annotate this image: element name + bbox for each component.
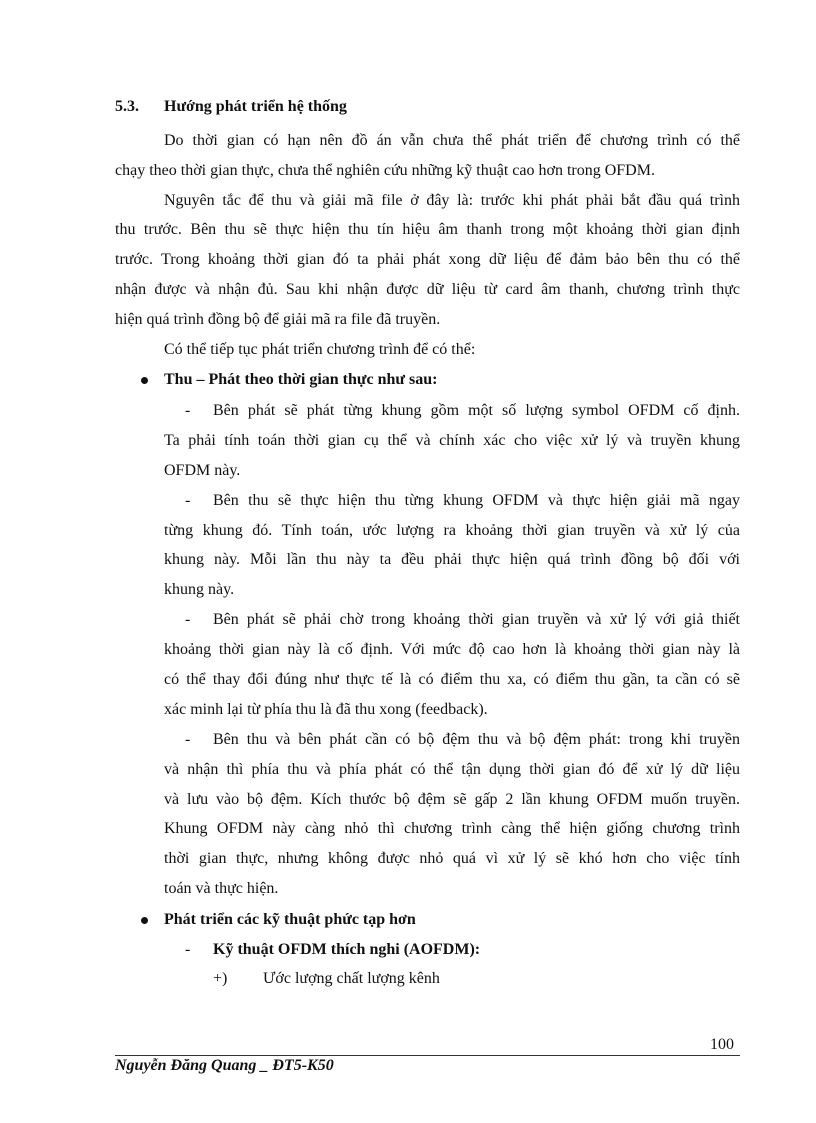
paragraph-line: Nguyên tắc để thu và giải mã file ở đây là: trước khi phát phải bắt đầu quá trình <box>164 192 740 209</box>
paragraph-line: thu trước. Bên thu sẽ thực hiện thu tín hiệu âm thanh trong một khoảng thời gian định <box>115 221 740 238</box>
sub-item-text: Ước lượng chất lượng kênh <box>263 970 440 987</box>
dash-marker: - <box>185 941 191 958</box>
item-line: từng khung đó. Tính toán, ước lượng ra khoảng thời gian truyền và xử lý của <box>164 522 740 539</box>
section-title: Hướng phát triển hệ thống <box>164 98 347 115</box>
paragraph-line: nhận được và nhận đủ. Sau khi nhận được dữ liệu từ card âm thanh, chương trình thực <box>115 281 740 298</box>
footer-author: Nguyễn Đăng Quang _ ĐT5-K50 <box>115 1057 334 1074</box>
plus-marker: +) <box>213 970 228 987</box>
item-line: và nhận thì phía thu và phía phát có thể tận dụng thời gian đó để xử lý dữ liệu <box>164 761 740 778</box>
dash-marker: - <box>185 492 191 509</box>
paragraph-line: Do thời gian có hạn nên đồ án vẫn chưa thể phát triển để chương trình có thể <box>164 132 740 149</box>
dash-marker: - <box>185 611 191 628</box>
page-number: 100 <box>710 1036 734 1053</box>
item-line: OFDM này. <box>164 462 241 479</box>
item-line: thời gian thực, nhưng không được nhỏ quá vì xử lý sẽ khó hơn cho việc tính <box>164 850 740 867</box>
item-line: Ta phải tính toán thời gian cụ thể và chính xác cho việc xử lý và truyền khung <box>164 432 740 449</box>
item-line: Bên phát sẽ phát từng khung gồm một số lượng symbol OFDM cố định. <box>213 402 740 419</box>
item-line: có thể thay đổi đúng như thực tế là có điểm thu xa, có điểm thu gần, ta cần có sẽ <box>164 671 740 688</box>
paragraph-line: Có thể tiếp tục phát triển chương trình để có thể: <box>164 341 476 358</box>
paragraph-line: chạy theo thời gian thực, chưa thể nghiên cứu những kỹ thuật cao hơn trong OFDM. <box>115 162 655 179</box>
paragraph-line: trước. Trong khoảng thời gian đó ta phải phát xong dữ liệu để đảm bảo bên thu có thể <box>115 251 740 268</box>
item-line: Bên thu sẽ thực hiện thu từng khung OFDM và thực hiện giải mã ngay <box>213 492 740 509</box>
bullet-label: Thu – Phát theo thời gian thực như sau: <box>164 371 438 388</box>
bullet-label: Phát triển các kỹ thuật phức tạp hơn <box>164 911 416 928</box>
item-line: Bên phát sẽ phải chờ trong khoảng thời gian truyền và xử lý với giả thiết <box>213 611 740 628</box>
item-line: xác minh lại từ phía thu là đã thu xong (feedback). <box>164 701 488 718</box>
section-number: 5.3. <box>115 98 139 115</box>
sub-heading: Kỹ thuật OFDM thích nghi (AOFDM): <box>213 941 481 958</box>
dash-marker: - <box>185 402 191 419</box>
item-line: Bên thu và bên phát cần có bộ đệm thu và bộ đệm phát: trong khi truyền <box>213 731 740 748</box>
paragraph-line: hiện quá trình đồng bộ để giải mã ra file đã truyền. <box>115 311 441 328</box>
item-line: Khung OFDM này càng nhỏ thì chương trình càng thể hiện giống chương trình <box>164 820 740 837</box>
bullet-icon <box>141 377 148 384</box>
item-line: khung này. <box>164 581 235 598</box>
item-line: toán và thực hiện. <box>164 880 279 897</box>
dash-marker: - <box>185 731 191 748</box>
item-line: khung này. Mỗi lần thu này ta đều phải thực hiện quá trình đồng bộ đối với <box>164 551 740 568</box>
item-line: khoảng thời gian này là cố định. Với mức độ cao hơn là khoảng thời gian này là <box>164 641 740 658</box>
footer-divider <box>115 1055 740 1056</box>
bullet-icon <box>141 917 148 924</box>
item-line: và lưu vào bộ đệm. Kích thước bộ đệm sẽ gấp 2 lần khung OFDM muốn truyền. <box>164 791 740 808</box>
